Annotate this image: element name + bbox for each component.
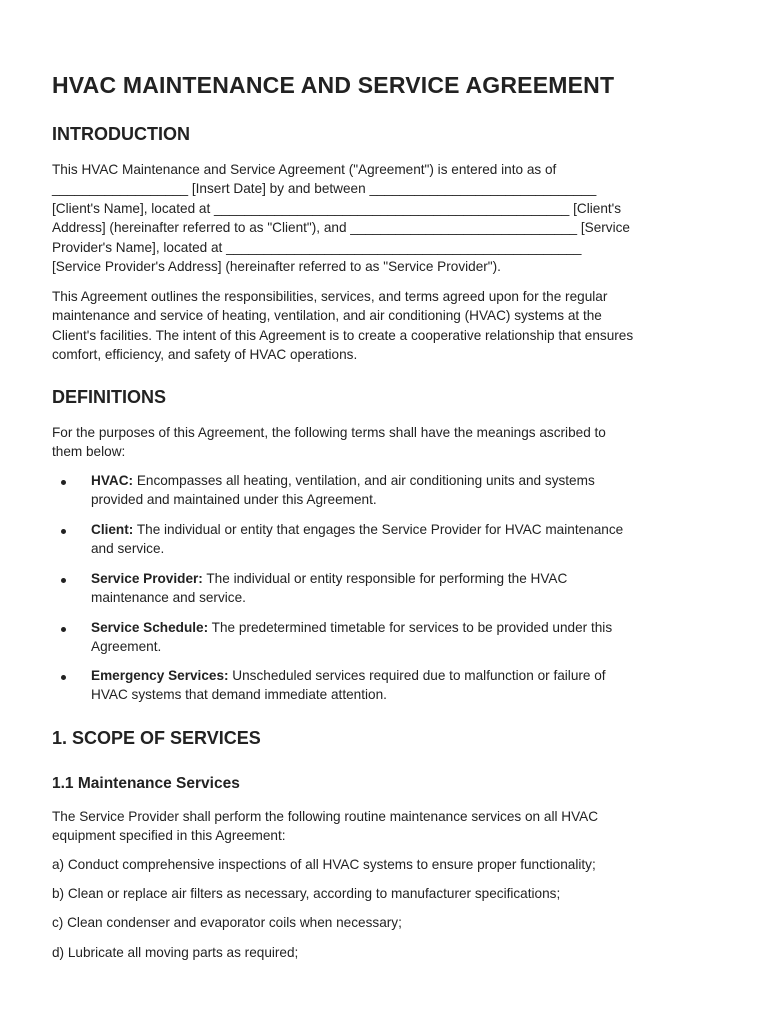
maintenance-services-subheading: 1.1 Maintenance Services	[52, 775, 240, 792]
introduction-paragraph-purpose	[52, 287, 720, 365]
text-line: For the purposes of this Agreement, the following terms shall have the meanings ascribed to	[52, 425, 606, 440]
introduction-paragraph-parties	[52, 160, 720, 276]
text-line: comfort, efficiency, and safety of HVAC operations.	[52, 347, 358, 363]
definition-body-continued: maintenance and service.	[91, 590, 246, 606]
definition-term: Client:	[91, 522, 134, 537]
definition-body-continued: HVAC systems that demand immediate attention.	[91, 687, 387, 703]
definition-text	[91, 666, 711, 705]
definition-body: The predetermined timetable for services to be provided under this	[208, 620, 613, 635]
text-line: equipment specified in this Agreement:	[52, 828, 286, 844]
text-line: them below:	[52, 444, 126, 460]
definitions-heading: DEFINITIONS	[52, 387, 167, 407]
definitions-intro	[52, 423, 720, 462]
document-title: HVAC MAINTENANCE AND SERVICE AGREEMENT	[52, 72, 615, 98]
scope-heading: 1. SCOPE OF SERVICES	[52, 728, 261, 748]
definition-body: Encompasses all heating, ventilation, and air conditioning units and systems	[133, 473, 595, 488]
text-line: This Agreement outlines the responsibilities, services, and terms agreed upon for the regular	[52, 289, 608, 304]
bullet-icon	[61, 578, 66, 583]
text-line: This HVAC Maintenance and Service Agreement ("Agreement") is entered into as of	[52, 162, 557, 177]
definition-body-continued: and service.	[91, 541, 165, 557]
definition-body: Unscheduled services required due to malfunction or failure of	[228, 668, 606, 683]
bullet-icon	[61, 480, 66, 485]
maintenance-item-d: d) Lubricate all moving parts as required;	[52, 945, 299, 960]
definition-text	[91, 471, 711, 510]
definition-term: HVAC:	[91, 473, 134, 488]
text-line: [Client's Name], located at _______________________________________________ [Client's	[52, 200, 622, 216]
text-line: [Service Provider's Address] (hereinafter referred to as "Service Provider").	[52, 259, 501, 275]
definition-body: The individual or entity that engages the Service Provider for HVAC maintenance	[133, 522, 624, 537]
text-line: maintenance and service of heating, ventilation, and air conditioning (HVAC) systems at the	[52, 308, 602, 324]
definition-term: Emergency Services:	[91, 668, 229, 683]
introduction-heading: INTRODUCTION	[52, 124, 190, 144]
text-line: Address] (hereinafter referred to as "Client"), and ______________________________ [Service	[52, 220, 630, 236]
text-line: Provider's Name], located at _______________________________________________	[52, 239, 582, 255]
text-line: The Service Provider shall perform the following routine maintenance services on all HVAC	[52, 809, 599, 824]
bullet-icon	[61, 529, 66, 534]
definition-term: Service Provider:	[91, 571, 203, 586]
definition-body: The individual or entity responsible for performing the HVAC	[202, 571, 568, 586]
maintenance-item-c: c) Clean condenser and evaporator coils when necessary;	[52, 915, 402, 930]
maintenance-services-intro	[52, 807, 720, 846]
bullet-icon	[61, 675, 66, 680]
text-line: Client's facilities. The intent of this Agreement is to create a cooperative relationship that ensures	[52, 327, 634, 343]
definition-body-continued: Agreement.	[91, 639, 162, 655]
text-line: __________________ [Insert Date] by and between ______________________________	[52, 181, 597, 197]
bullet-icon	[61, 627, 66, 632]
definition-text	[91, 569, 711, 608]
definition-text	[91, 618, 711, 657]
definition-body-continued: provided and maintained under this Agreement.	[91, 492, 377, 508]
maintenance-item-b: b) Clean or replace air filters as necessary, according to manufacturer specifications;	[52, 886, 561, 901]
definition-term: Service Schedule:	[91, 620, 209, 635]
definition-text	[91, 520, 711, 559]
maintenance-item-a: a) Conduct comprehensive inspections of all HVAC systems to ensure proper functionality;	[52, 857, 596, 872]
